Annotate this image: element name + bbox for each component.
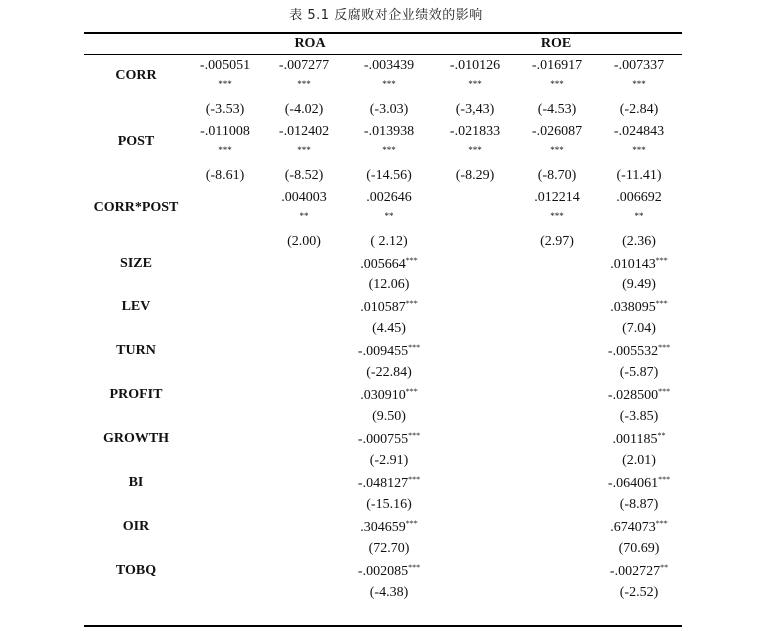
row-label-post: POST	[117, 134, 155, 149]
table-cell: (-2.84)	[619, 102, 659, 117]
significance-stars: ***	[655, 299, 668, 308]
group-header-roa: ROA	[294, 36, 326, 51]
table-cell: -.007337	[613, 58, 665, 73]
table-cell: -.003439	[363, 58, 415, 73]
table-cell: ( 2.12)	[370, 234, 408, 249]
table-cell: (-8.29)	[455, 168, 495, 183]
row-label-size: SIZE	[120, 256, 152, 271]
table-cell: (-3.53)	[205, 102, 245, 117]
table-top-rule	[84, 32, 682, 34]
table-cell: (-4.38)	[369, 585, 409, 600]
table-cell: (-3.03)	[369, 102, 409, 117]
table-header-rule	[84, 54, 682, 55]
table-cell: (7.04)	[622, 321, 656, 336]
table-cell: -.048127***	[357, 475, 421, 491]
significance-stars: ***	[632, 145, 646, 155]
significance-stars: **	[660, 563, 669, 572]
table-caption: 表 5.1 反腐败对企业绩效的影响	[289, 8, 483, 23]
table-cell: (2.36)	[622, 234, 656, 249]
table-cell: .010587***	[360, 299, 418, 315]
table-cell: .038095***	[610, 299, 668, 315]
table-cell: (-4.53)	[537, 102, 577, 117]
table-cell: -.005051	[199, 58, 251, 73]
table-cell: (-14.56)	[366, 168, 412, 183]
significance-stars: **	[634, 211, 644, 221]
table-cell: (-11.41)	[616, 168, 662, 183]
significance-stars: ***	[408, 431, 421, 440]
significance-stars: ***	[297, 145, 311, 155]
table-cell: (70.69)	[618, 541, 660, 556]
table-cell: -.007277	[278, 58, 330, 73]
significance-stars: ***	[632, 79, 646, 89]
table-cell: -.000755***	[357, 431, 421, 447]
significance-stars: ***	[655, 256, 668, 265]
row-label-tobq: TOBQ	[115, 563, 157, 578]
significance-stars: ***	[550, 79, 564, 89]
table-cell: -.011008	[200, 124, 250, 139]
significance-stars: ***	[658, 387, 671, 396]
significance-stars: ***	[382, 79, 396, 89]
table-cell: -.028500***	[607, 387, 671, 403]
table-cell: -.021833	[449, 124, 501, 139]
table-cell: -.005532***	[607, 343, 671, 359]
table-cell: -.012402	[278, 124, 330, 139]
table-cell: .004003	[281, 190, 327, 205]
significance-stars: ***	[550, 211, 564, 221]
table-cell: .005664***	[360, 256, 418, 272]
table-cell: (-3.85)	[619, 409, 659, 424]
table-cell: (-4.02)	[284, 102, 324, 117]
row-label-profit: PROFIT	[109, 387, 163, 402]
table-cell: .030910***	[360, 387, 418, 403]
table-cell: .304659***	[360, 519, 418, 535]
table-cell: -.002727**	[609, 563, 669, 579]
table-cell: (-5.87)	[619, 365, 659, 380]
significance-stars: ***	[218, 145, 232, 155]
table-cell: .006692	[616, 190, 662, 205]
significance-stars: **	[384, 211, 394, 221]
table-bottom-rule	[84, 625, 682, 627]
table-cell: (9.50)	[372, 409, 406, 424]
table-cell: (-8.52)	[284, 168, 324, 183]
table-cell: .674073***	[610, 519, 668, 535]
table-cell: .010143***	[610, 256, 668, 272]
table-cell: (2.00)	[287, 234, 321, 249]
significance-stars: ***	[655, 519, 668, 528]
significance-stars: ***	[297, 79, 311, 89]
table-cell: (-2.91)	[369, 453, 409, 468]
row-label-bi: BI	[128, 475, 144, 490]
table-cell: (2.01)	[622, 453, 656, 468]
row-label-turn: TURN	[116, 343, 156, 358]
table-cell: .012214	[534, 190, 580, 205]
table-cell: (12.06)	[368, 277, 410, 292]
significance-stars: ***	[658, 343, 671, 352]
table-cell: -.009455***	[357, 343, 421, 359]
table-cell: (-2.52)	[619, 585, 659, 600]
table-cell: -.010126	[449, 58, 501, 73]
table-cell: (72.70)	[368, 541, 410, 556]
significance-stars: ***	[408, 563, 421, 572]
table-cell: (4.45)	[372, 321, 406, 336]
significance-stars: ***	[658, 475, 671, 484]
row-label-corr-post: CORR*POST	[93, 200, 179, 215]
table-cell: (-22.84)	[366, 365, 412, 380]
table-cell: .001185**	[612, 431, 666, 447]
table-cell: -.002085***	[357, 563, 421, 579]
table-cell: (-15.16)	[366, 497, 412, 512]
table-cell: -.026087	[531, 124, 583, 139]
table-cell: (2.97)	[540, 234, 574, 249]
row-label-corr: CORR	[115, 68, 157, 83]
row-label-growth: GROWTH	[102, 431, 170, 446]
row-label-oir: OIR	[122, 519, 150, 534]
table-cell: (-8.87)	[619, 497, 659, 512]
table-cell: (-8.70)	[537, 168, 577, 183]
significance-stars: ***	[408, 343, 421, 352]
significance-stars: ***	[468, 145, 482, 155]
table-cell: (-8.61)	[205, 168, 245, 183]
table-cell: (9.49)	[622, 277, 656, 292]
significance-stars: ***	[405, 387, 418, 396]
table-cell: -.024843	[613, 124, 665, 139]
row-label-lev: LEV	[121, 299, 151, 314]
significance-stars: ***	[405, 519, 418, 528]
significance-stars: ***	[218, 79, 232, 89]
significance-stars: ***	[382, 145, 396, 155]
table-cell: (-3,43)	[455, 102, 495, 117]
significance-stars: ***	[408, 475, 421, 484]
table-cell: -.064061***	[607, 475, 671, 491]
significance-stars: ***	[405, 299, 418, 308]
significance-stars: **	[299, 211, 309, 221]
significance-stars: **	[657, 431, 666, 440]
table-cell: -.013938	[363, 124, 415, 139]
table-cell: .002646	[366, 190, 412, 205]
significance-stars: ***	[550, 145, 564, 155]
table-cell: -.016917	[531, 58, 583, 73]
group-header-roe: ROE	[540, 36, 572, 51]
significance-stars: ***	[468, 79, 482, 89]
significance-stars: ***	[405, 256, 418, 265]
